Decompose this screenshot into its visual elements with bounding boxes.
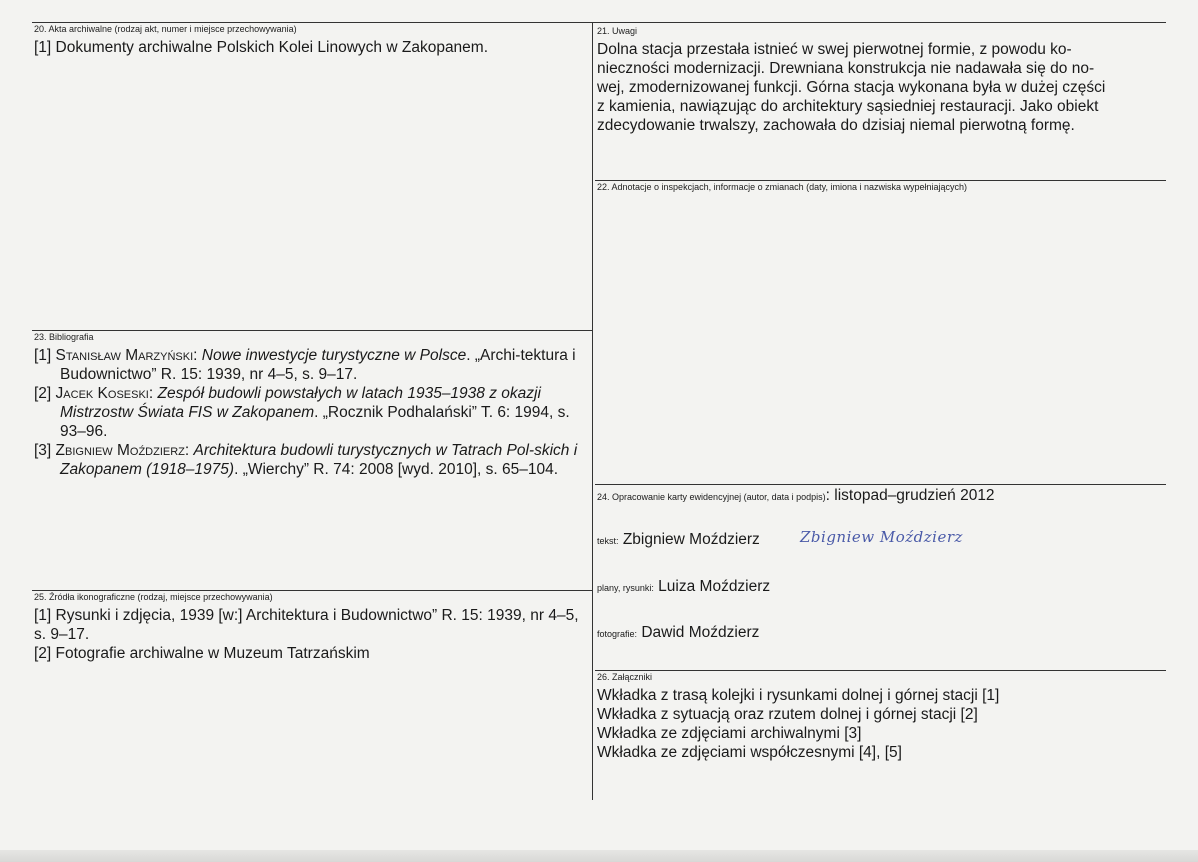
tekst-label: tekst:: [597, 536, 619, 546]
rule-25: [32, 590, 592, 591]
foto-label: fotografie:: [597, 629, 638, 639]
bibliography-entry-1: [1] Stanisław Marzyński: Nowe inwestycje turystyczne w Polsce. „Archi-tektura i Budownictwo” R. 15: 1939, nr 4–5, s. 9–17.: [34, 347, 576, 383]
section-23-label: 23. Bibliografia: [34, 332, 94, 342]
ref-author: Jacek Koseski: [55, 385, 149, 402]
rule-23: [32, 330, 592, 331]
section-20-content: [34, 38, 584, 57]
section-21-content: [597, 40, 1162, 135]
ref-title: Architektura budowli turystycznych w Tatrach Pol-skich i Zakopanem (1918–1975): [60, 442, 578, 478]
author-text-row: [597, 530, 797, 551]
top-rule: [32, 22, 1166, 23]
attachment-item: Wkładka ze zdjęciami archiwalnymi [3]: [597, 725, 862, 742]
plany-value: Luiza Moździerz: [658, 578, 771, 595]
bibliography-entry-3: [3] Zbigniew Moździerz: Architektura budowli turystycznych w Tatrach Pol-skich i Zakopanem (1918–1975). „Wierchy” R. 74: 2008 [wyd. 2010], s. 65–104.: [34, 442, 578, 478]
section-25-label: 25. Źródła ikonograficzne (rodzaj, miejsce przechowywania): [34, 592, 273, 602]
ref-title: Zespół budowli powstałych w latach 1935–1938 z okazji Mistrzostw Świata FIS w Zakopanem: [60, 385, 541, 421]
attachment-item: Wkładka ze zdjęciami współczesnymi [4], [5]: [597, 744, 902, 761]
section-25-content: [34, 606, 582, 663]
source-item: [1] Rysunki i zdjęcia, 1939 [w:] Architektura i Budownictwo” R. 15: 1939, nr 4–5, s. 9–17.: [34, 607, 579, 643]
tekst-value: Zbigniew Moździerz: [622, 531, 760, 548]
attachment-item: Wkładka z trasą kolejki i rysunkami dolnej i górnej stacji [1]: [597, 687, 1000, 704]
center-divider: [592, 22, 593, 800]
rule-26: [595, 670, 1166, 671]
ref-author: Zbigniew Moździerz: [55, 442, 185, 459]
section-26-content: [597, 686, 1162, 762]
author-photos-row: [597, 623, 897, 644]
archive-item: [1] Dokumenty archiwalne Polskich Kolei Linowych w Zakopanem.: [34, 39, 489, 56]
foto-value: Dawid Moździerz: [641, 624, 760, 641]
rule-22: [595, 180, 1166, 181]
rule-24: [595, 484, 1166, 485]
author-plans-row: [597, 577, 897, 598]
remarks-line: wej, zmodernizowanej funkcji. Górna stacja wykonana była w dużej części: [597, 79, 1106, 96]
ref-author: Stanisław Marzyński: [55, 347, 194, 364]
bibliography-entry-2: [2] Jacek Koseski: Zespół budowli powstałych w latach 1935–1938 z okazji Mistrzostw Świata FIS w Zakopanem. „Rocznik Podhalański” T. 6: 1994, s. 93–96.: [34, 385, 570, 440]
section-26-label: 26. Załączniki: [597, 672, 653, 682]
section-21-label: 21. Uwagi: [597, 26, 638, 36]
remarks-line: z kamienia, nawiązując do architektury sąsiedniej restauracji. Jako obiekt: [597, 98, 1099, 115]
section-23-content: [34, 346, 586, 479]
section-24-header: 24. Opracowanie karty ewidencyjnej (autor, data i podpis): listopad–grudzień 2012: [597, 487, 995, 504]
source-item: [2] Fotografie archiwalne w Muzeum Tatrzańskim: [34, 645, 370, 662]
plany-label: plany, rysunki:: [597, 583, 654, 593]
remarks-line: nieczności modernizacji. Drewniana konstrukcja nie nadawała się do no-: [597, 60, 1095, 77]
ref-title: Nowe inwestycje turystyczne w Polsce: [201, 347, 467, 364]
card-date: listopad–grudzień 2012: [834, 487, 995, 504]
paper-bottom-edge: [0, 850, 1198, 862]
section-24-label: 24. Opracowanie karty ewidencyjnej (autor, data i podpis): [597, 492, 826, 502]
remarks-line: Dolna stacja przestała istnieć w swej pierwotnej formie, z powodu ko-: [597, 41, 1072, 58]
section-20-label: 20. Akta archiwalne (rodzaj akt, numer i miejsce przechowywania): [34, 24, 297, 34]
remarks-line: zdecydowanie trwalszy, zachowała do dzisiaj niemal pierwotną formę.: [597, 117, 1075, 134]
author-signature: Zbigniew Moździerz: [800, 528, 963, 546]
attachment-item: Wkładka z sytuacją oraz rzutem dolnej i górnej stacji [2]: [597, 706, 978, 723]
section-22-label: 22. Adnotacje o inspekcjach, informacje o zmianach (daty, imiona i nazwiska wypełniających): [597, 182, 968, 192]
